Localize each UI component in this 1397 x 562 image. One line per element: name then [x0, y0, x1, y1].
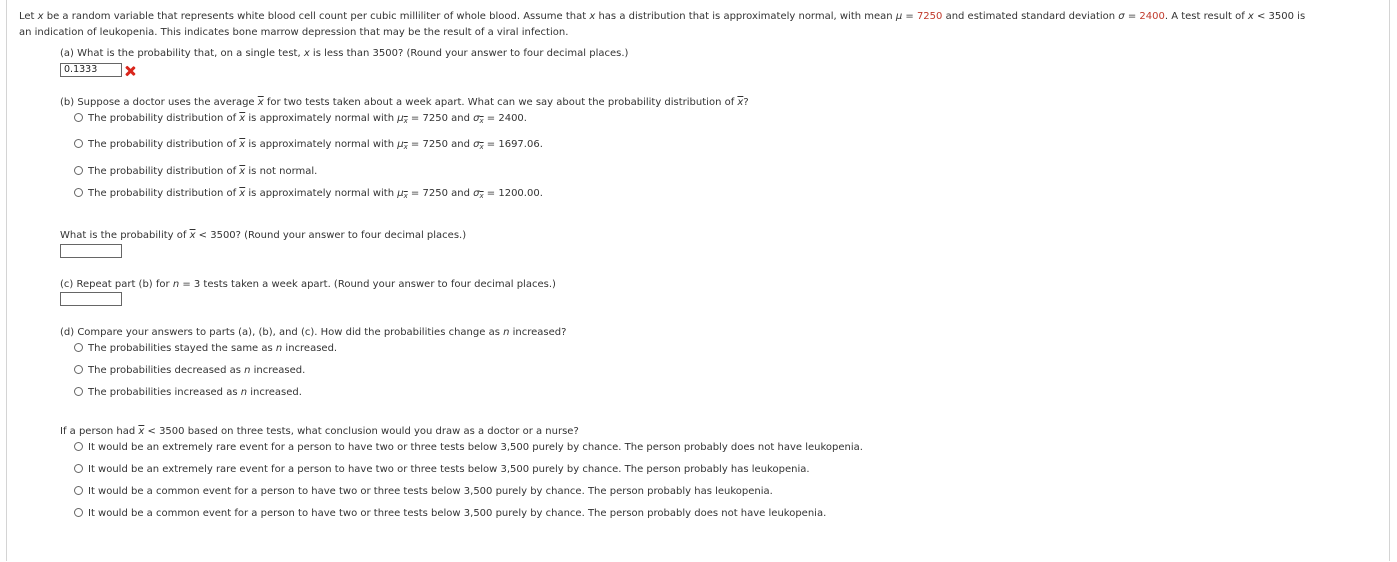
mean-value: 7250	[916, 11, 943, 22]
radio-button[interactable]	[74, 387, 83, 396]
part-d-option-3[interactable]: The probabilities increased as n increased.	[74, 387, 302, 398]
part-b-option-3[interactable]: The probability distribution of $\overline{x}$ is not normal.	[74, 166, 317, 177]
part-b-option-2[interactable]: The probability distribution of $\overline{x}$ is approximately normal with $\mu_{\overline{x}} = 7250$ and $\sigma_{\overline{x}} = 1697.06$.	[74, 139, 543, 150]
radio-button[interactable]	[74, 139, 83, 148]
part-b-probability-question: What is the probability of $\overline{x} < 3500$? (Round your answer to four decimal places.)	[60, 230, 467, 241]
radio-button[interactable]	[74, 343, 83, 352]
part-a-question: (a) What is the probability that, on a single test, x is less than 3500? (Round your answer to four decimal places.)	[60, 48, 629, 59]
part-b-answer-input[interactable]	[60, 244, 122, 258]
radio-button[interactable]	[74, 508, 83, 517]
intro-line-2: an indication of leukopenia. This indicates bone marrow depression that may be the result of a viral infection.	[19, 27, 569, 38]
radio-button[interactable]	[74, 365, 83, 374]
radio-button[interactable]	[74, 188, 83, 197]
part-c-question: (c) Repeat part (b) for n = 3 tests taken a week apart. (Round your answer to four decimal places.)	[60, 279, 556, 290]
conclusion-option-1[interactable]: It would be an extremely rare event for a person to have two or three tests below 3,500 purely by chance. The person probably does not have leukopenia.	[74, 442, 863, 453]
part-b-option-1[interactable]: The probability distribution of $\overline{x}$ is approximately normal with $\mu_{\overline{x}} = 7250$ and $\sigma_{\overline{x}} = 2400$.	[74, 113, 527, 124]
radio-button[interactable]	[74, 486, 83, 495]
radio-button[interactable]	[74, 166, 83, 175]
part-d-question: (d) Compare your answers to parts (a), (b), and (c). How did the probabilities change as n increased?	[60, 327, 567, 338]
intro-line-1: Let x be a random variable that represents white blood cell count per cubic milliliter of whole blood. Assume that x has a distribution that is approximately normal, with mean μ = 7250 and estimated standard deviation σ = 2400. A test result of x < 3500 is	[19, 11, 1306, 22]
radio-button[interactable]	[74, 113, 83, 122]
conclusion-option-2[interactable]: It would be an extremely rare event for a person to have two or three tests below 3,500 purely by chance. The person probably has leukopenia.	[74, 464, 810, 475]
part-b-question: (b) Suppose a doctor uses the average $\overline{x}$ for two tests taken about a week apart. What can we say about the probability distribution of $\overline{x}$?	[60, 97, 749, 108]
part-d-option-1[interactable]: The probabilities stayed the same as n increased.	[74, 343, 337, 354]
radio-button[interactable]	[74, 442, 83, 451]
incorrect-x-icon	[124, 65, 136, 77]
part-d-option-2[interactable]: The probabilities decreased as n increased.	[74, 365, 305, 376]
conclusion-option-4[interactable]: It would be a common event for a person to have two or three tests below 3,500 purely by chance. The person probably does not have leukopenia.	[74, 508, 826, 519]
part-c-answer-input[interactable]	[60, 292, 122, 306]
conclusion-question: If a person had $\overline{x} < 3500$ based on three tests, what conclusion would you draw as a doctor or a nurse?	[60, 426, 579, 437]
part-a-answer-input[interactable]: 0.1333	[60, 63, 122, 77]
sd-value: 2400	[1139, 11, 1165, 22]
conclusion-option-3[interactable]: It would be a common event for a person to have two or three tests below 3,500 purely by chance. The person probably has leukopenia.	[74, 486, 773, 497]
part-b-option-4[interactable]: The probability distribution of $\overline{x}$ is approximately normal with $\mu_{\overline{x}} = 7250$ and $\sigma_{\overline{x}} = 1200.00$.	[74, 188, 543, 199]
radio-button[interactable]	[74, 464, 83, 473]
